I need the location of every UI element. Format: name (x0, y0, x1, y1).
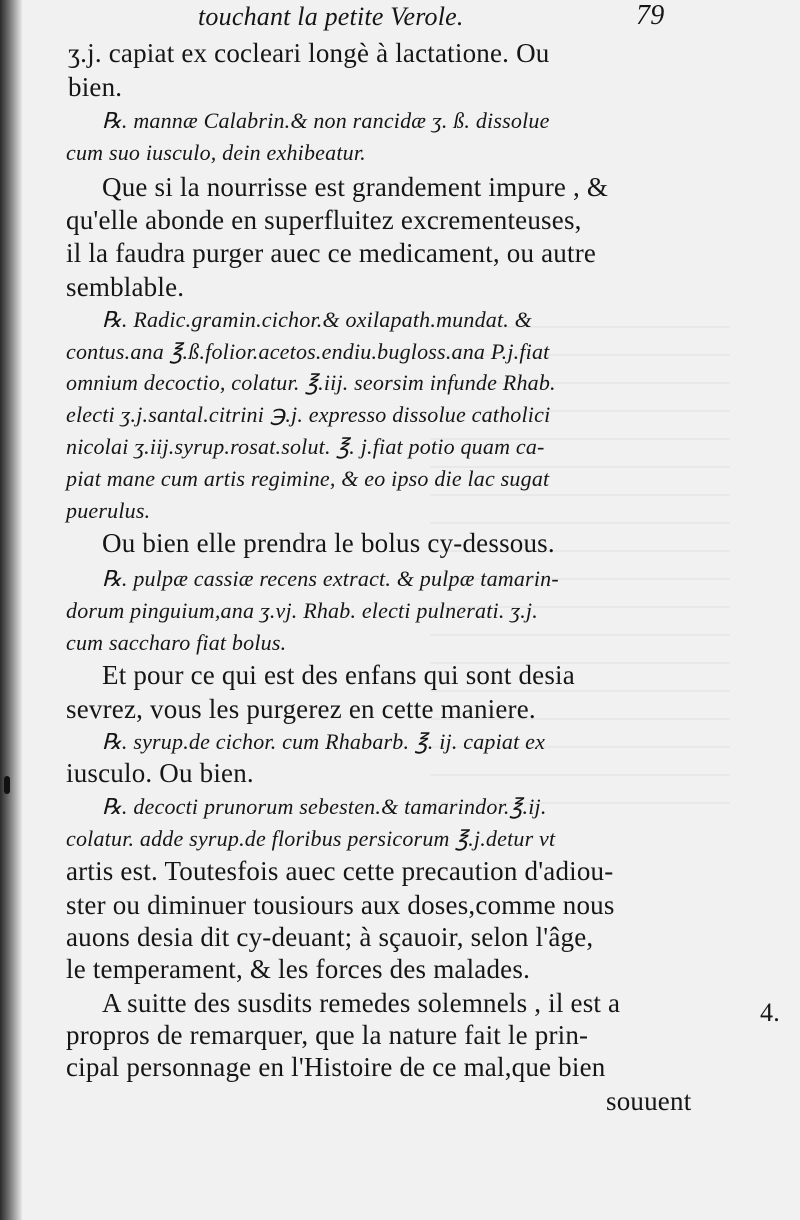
text-line: cipal personnage en l'Histoire de ce mal,que bien (66, 1052, 606, 1082)
text-line: ℞. Radic.gramin.cichor.& oxilapath.mundat. & (102, 307, 532, 332)
text-line: semblable. (66, 272, 185, 302)
text-line: sevrez, vous les purgerez en cette maniere. (66, 694, 536, 724)
catchword: souuent (606, 1086, 692, 1116)
text-line: bien. (68, 72, 123, 102)
text-line: ℞. syrup.de cichor. cum Rhabarb. ℥. ij. capiat ex (102, 729, 546, 754)
text-line: ℞. decocti prunorum sebesten.& tamarindor.℥.ij. (102, 794, 547, 819)
text-line: ster ou diminuer tousiours aux doses,comme nous (66, 890, 615, 920)
text-line: contus.ana ℥.ß.folior.acetos.endiu.bugloss.ana P.j.fiat (66, 339, 550, 364)
text-line: qu'elle abonde en superfluitez excrementeuses, (66, 205, 582, 235)
text-line: colatur. adde syrup.de floribus persicorum ℥.j.detur vt (66, 826, 556, 851)
text-line: omnium decoctio, colatur. ℥.iij. seorsim infunde Rhab. (66, 370, 556, 395)
text-line: Et pour ce qui est des enfans qui sont desia (102, 660, 575, 690)
binding-gutter (0, 0, 22, 1220)
text-line: puerulus. (66, 498, 151, 523)
margin-note: 4. (760, 998, 780, 1027)
text-line: il la faudra purger auec ce medicament, ou autre (66, 238, 597, 268)
text-line: cum suo iusculo, dein exhibeatur. (66, 140, 366, 165)
gutter-blot (4, 776, 10, 794)
text-line: cum saccharo fiat bolus. (66, 630, 287, 655)
text-line: auons desia dit cy-deuant; à sçauoir, selon l'âge, (66, 922, 594, 952)
text-line: Que si la nourrisse est grandement impure , & (102, 172, 609, 202)
text-line: le temperament, & les forces des malades. (66, 954, 531, 984)
text-line: ℞. mannæ Calabrin.& non rancidæ ʒ. ß. dissolue (102, 108, 550, 133)
text-line: iusculo. Ou bien. (66, 758, 254, 788)
text-line: nicolai ʒ.iij.syrup.rosat.solut. ℥. j.fiat potio quam ca- (66, 434, 545, 459)
page-number: 79 (636, 0, 665, 31)
text-line: ʒ.j. capiat ex cocleari longè à lactatione. Ou (68, 38, 550, 68)
text-line: piat mane cum artis regimine, & eo ipso die lac sugat (66, 466, 550, 491)
text-line: ℞. pulpæ cassiæ recens extract. & pulpæ tamarin- (102, 566, 559, 591)
running-title: touchant la petite Verole. (198, 2, 464, 31)
text-line: artis est. Toutesfois auec cette precaution d'adiou- (66, 856, 614, 886)
text-line: Ou bien elle prendra le bolus cy-dessous. (102, 528, 555, 558)
text-line: propros de remarquer, que la nature fait le prin- (66, 1020, 589, 1050)
text-line: electi ʒ.j.santal.citrini ℈.j. expresso dissolue catholici (66, 402, 551, 427)
text-line: dorum pinguium,ana ʒ.vj. Rhab. electi pulnerati. ʒ.j. (66, 598, 538, 623)
text-line: A suitte des susdits remedes solemnels , il est a (102, 988, 621, 1018)
